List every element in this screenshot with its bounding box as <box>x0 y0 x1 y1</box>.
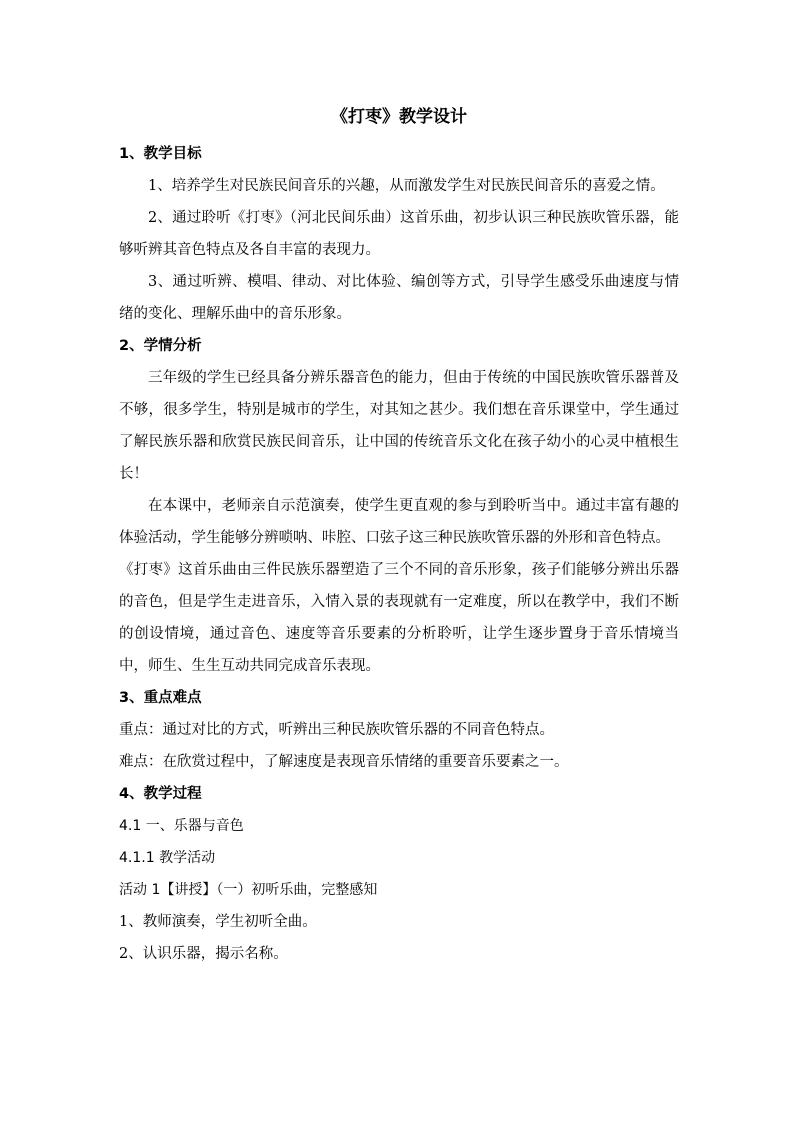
key-point-line: 重点：通过对比的方式，听辨出三种民族吹管乐器的不同音色特点。 <box>119 722 554 738</box>
activity-title: 活动 1【讲授】（一）初听乐曲，完整感知 <box>119 882 378 898</box>
section-heading-learner-analysis: 2、学情分析 <box>119 338 202 354</box>
difficulty-line: 难点：在欣赏过程中，了解速度是表现音乐情绪的重要音乐要素之一。 <box>119 754 569 770</box>
document-title: 《打枣》教学设计 <box>331 107 467 127</box>
process-step: 2、认识乐器，揭示名称。 <box>119 946 288 962</box>
process-subheading: 4.1.1 教学活动 <box>119 850 216 866</box>
objective-paragraph: 1、培养学生对民族民间音乐的兴趣，从而激发学生对民族民间音乐的喜爱之情。 <box>148 178 665 194</box>
section-heading-teaching-process: 4、教学过程 <box>119 786 202 802</box>
process-step: 1、教师演奏，学生初听全曲。 <box>119 914 317 930</box>
objective-paragraph: 2、通过聆听《打枣》（河北民间乐曲）这首乐曲，初步认识三种民族吹管乐器，能够听辨其音色特点及各自丰富的表现力。 <box>119 210 679 258</box>
section-heading-key-points: 3、重点难点 <box>119 690 202 706</box>
analysis-paragraph: 在本课中，老师亲自示范演奏，使学生更直观的参与到聆听当中。通过丰富有趣的体验活动，学生能够分辨唢呐、咔腔、口弦子这三种民族吹管乐器的外形和音色特点。 <box>119 498 679 546</box>
objective-paragraph: 3、通过听辨、模唱、律动、对比体验、编创等方式，引导学生感受乐曲速度与情绪的变化、理解乐曲中的音乐形象。 <box>119 274 679 322</box>
analysis-paragraph: 三年级的学生已经具备分辨乐器音色的能力，但由于传统的中国民族吹管乐器普及不够，很多学生，特别是城市的学生，对其知之甚少。我们想在音乐课堂中，学生通过了解民族乐器和欣赏民族民间音乐，让中国的传统音乐文化在孩子幼小的心灵中植根生长！ <box>119 370 679 482</box>
section-heading-objectives: 1、教学目标 <box>119 146 202 162</box>
process-subheading: 4.1 一、乐器与音色 <box>119 818 244 834</box>
document-page <box>119 102 679 970</box>
analysis-paragraph: 《打枣》这首乐曲由三件民族乐器塑造了三个不同的音乐形象，孩子们能够分辨出乐器的音色，但是学生走进音乐，入情入景的表现就有一定难度，所以在教学中，我们不断的创设情境，通过音色、速度等音乐要素的分析聆听，让学生逐步置身于音乐情境当中，师生、生生互动共同完成音乐表现。 <box>119 562 679 674</box>
